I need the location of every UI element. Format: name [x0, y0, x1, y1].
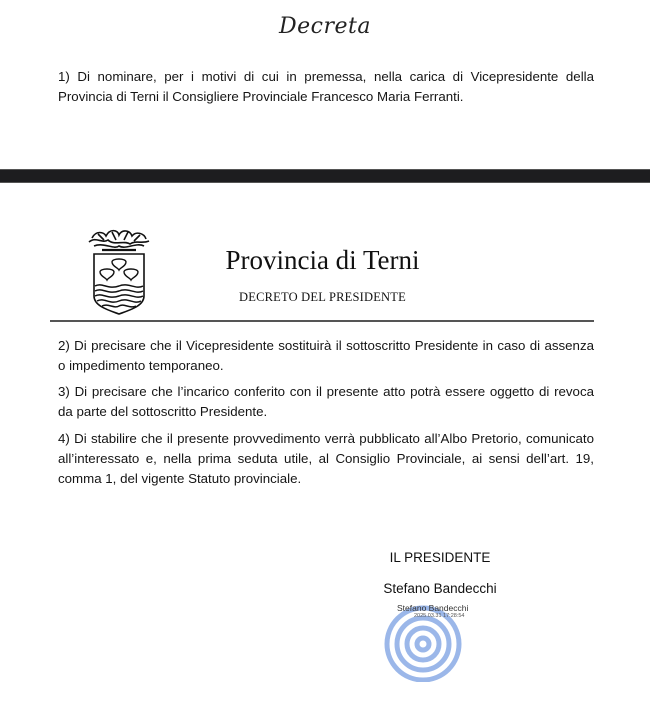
institution-title: Provincia di Terni: [225, 245, 420, 275]
paragraph-2: 2) Di precisare che il Vicepresidente sostituirà il sottoscritto Presidente in caso di assenza o impedimento temporaneo.: [58, 338, 594, 373]
coat-of-arms-icon: [84, 226, 154, 316]
document-type: DECRETO DEL PRESIDENTE: [239, 290, 406, 304]
paragraph-3: 3) Di precisare che l’incarico conferito con il presente atto potrà essere oggetto di revoca da parte del sottoscritto Presidente.: [58, 384, 594, 419]
header-divider: [50, 320, 594, 322]
stamp-signer: Stefano Bandecchi: [397, 603, 469, 613]
paragraph-1: 1) Di nominare, per i motivi di cui in premessa, nella carica di Vicepresidente della Provincia di Terni il Consigliere Provinciale Francesco Maria Ferranti.: [58, 69, 594, 104]
stamp-timestamp: 2025.03.31 17:28:54: [414, 613, 465, 619]
signature-name: Stefano Bandecchi: [383, 581, 497, 596]
document-page-1: [0, 0, 650, 168]
signature-role: IL PRESIDENTE: [389, 550, 491, 565]
document-page-2: [0, 184, 650, 720]
decreta-heading: Decreta: [279, 14, 371, 39]
paragraph-4: 4) Di stabilire che il presente provvedimento verrà pubblicato all’Albo Pretorio, comunicato all’interessato e, nella prima seduta utile, al Consiglio Provinciale, ai sensi dell’art. 19, comma 1, del vigente Statuto provinciale.: [58, 431, 594, 486]
page-separator: [0, 169, 650, 183]
